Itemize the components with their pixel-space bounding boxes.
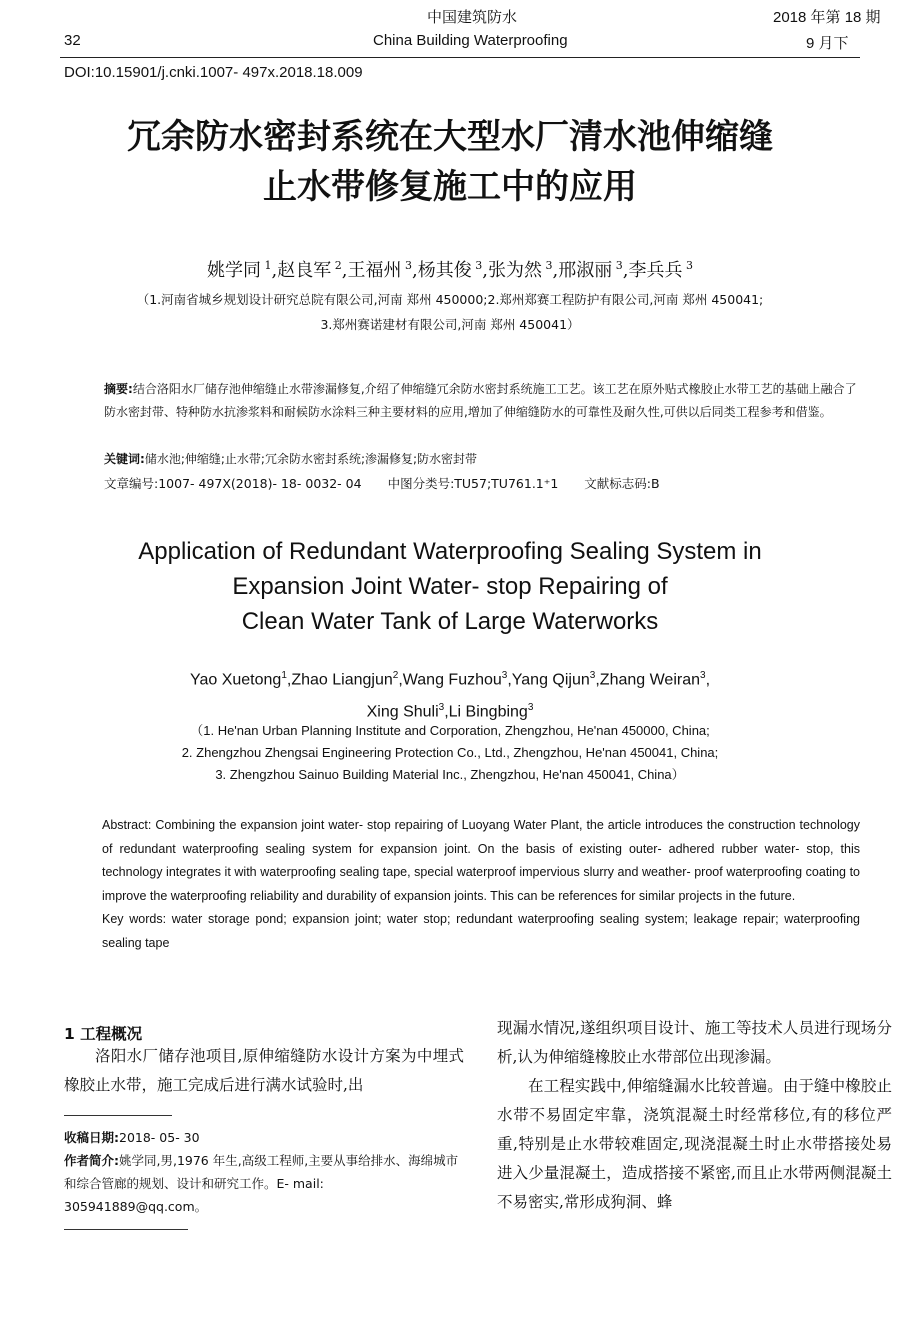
title-en-line3: Clean Water Tank of Large Waterworks xyxy=(241,608,659,635)
affiliation-en-line2: 2. Zhengzhou Zhengsai Engineering Protection Co., Ltd., Zhengzhou, He'nan 450041, China; xyxy=(181,745,719,760)
author-en-name: Wang Fuzhou xyxy=(402,671,502,689)
author-en-name: Xing Shuli xyxy=(366,703,439,721)
author-en-name: Li Bingbing xyxy=(448,703,528,721)
author-en-affiliation-mark: 3 xyxy=(501,670,508,681)
author-en-affiliation-mark: 2 xyxy=(392,670,399,681)
affiliation-cn-line1: （1.河南省城乡规划设计研究总院有限公司,河南 郑州 450000;2.郑州郑赛工程防护有限公司,河南 郑州 450041; xyxy=(136,292,764,307)
abstract-cn-label: 摘要: xyxy=(104,382,133,396)
author-en-name: Zhang Weiran xyxy=(599,671,700,689)
author-cn-affiliation-mark: 3 xyxy=(401,259,413,272)
doi: DOI:10.15901/j.cnki.1007- 497x.2018.18.009 xyxy=(64,64,363,81)
received-label: 收稿日期: xyxy=(64,1130,119,1145)
footnote-rule xyxy=(64,1115,172,1116)
footnote xyxy=(64,1126,464,1218)
bio-text: 姚学同,男,1976 年生,高级工程师,主要从事给排水、海绵城市和综合管廊的规划、设计和研究工作。E- mail: 305941889@qq.com。 xyxy=(64,1153,459,1214)
keywords-en-label: Key words: xyxy=(102,912,167,927)
title-en-line2: Expansion Joint Water- stop Repairing of xyxy=(232,573,668,600)
author-cn-name: 张为然 xyxy=(487,260,542,281)
title-en xyxy=(40,534,860,639)
article-number: 文章编号:1007- 497X(2018)- 18- 0032- 04 xyxy=(104,476,362,491)
author-cn-affiliation-mark: 3 xyxy=(612,259,623,272)
received-value: 2018- 05- 30 xyxy=(119,1130,200,1145)
document-code: 文献标志码:B xyxy=(584,476,660,491)
body-paragraph-right-1: 现漏水情况,遂组织项目设计、施工等技术人员进行现场分析,认为伸缩缝橡胶止水带部位出现渗漏。 xyxy=(497,1019,892,1066)
author-en-affiliation-mark: 3 xyxy=(589,670,596,681)
affiliation-en-line1: （1. He'nan Urban Planning Institute and Corporation, Zhengzhou, He'nan 450000, China; xyxy=(190,723,710,738)
author-cn-name: 李兵兵 xyxy=(628,260,683,281)
author-en-affiliation-mark: 3 xyxy=(700,670,706,681)
body-paragraph-right-2: 在工程实践中,伸缩缝漏水比较普遍。由于缝中橡胶止水带不易固定牢靠，浇筑混凝土时经常移位,有的移位严重,特别是止水带较难固定,现浇混凝土时止水带搭接处易进入少量混凝土，造成搭接不紧密,而且止水带两侧混凝土不易密实,常形成狗洞、蜂 xyxy=(497,1077,892,1211)
affiliation-cn-line2: 3.郑州赛诺建材有限公司,河南 郑州 450041） xyxy=(320,317,580,332)
author-en-affiliation-mark: 3 xyxy=(438,702,445,714)
affiliations-en xyxy=(40,720,860,786)
author-cn-name: 赵良军 xyxy=(277,260,332,281)
abstract-cn xyxy=(104,378,864,424)
abstract-en xyxy=(102,814,860,956)
author-en-name: Yao Xuetong xyxy=(189,671,282,689)
received-date xyxy=(64,1126,464,1149)
author-en-affiliation-mark: 3 xyxy=(527,702,534,714)
author-cn-name: 王福州 xyxy=(347,260,402,281)
body-column-right xyxy=(497,1014,892,1217)
journal-name-en: China Building Waterproofing xyxy=(373,32,568,49)
author-en-affiliation-mark: 1 xyxy=(281,670,287,681)
authors-cn: 姚学同 $^1$,赵良军 $^2$,王福州 $^3$,杨其俊 $^3$,张为然 $^3$,邢淑丽 $^3$,李兵兵 $^3$ xyxy=(207,259,693,281)
author-bio xyxy=(64,1149,464,1218)
title-cn-line1: 冗余防水密封系统在大型水厂清水池伸缩缝 xyxy=(127,117,773,157)
clc-number: 中图分类号:TU57;TU761.1⁺1 xyxy=(387,476,559,491)
article-meta xyxy=(104,474,864,492)
title-cn xyxy=(40,112,860,212)
authors-en-line2: Xing Shuli$^3$,Li Bingbing$^3$ xyxy=(366,702,534,721)
footnote-end-rule xyxy=(64,1229,188,1230)
author-cn-affiliation-mark: 3 xyxy=(471,259,483,272)
title-cn-line2: 止水带修复施工中的应用 xyxy=(263,167,637,207)
body-paragraph-left: 洛阳水厂储存池项目,原伸缩缝防水设计方案为中埋式橡胶止水带，施工完成后进行满水试验时,出 xyxy=(64,1047,464,1094)
abstract-en-text: Combining the expansion joint water- stop repairing of Luoyang Water Plant, the article introduces the construction technology of redundant waterproofing sealing system for expansion joint. On the basis of existing outer- adhered rubber water- stop, this technology integrates it with waterproofing sealing tape, special waterproof impervious slurry and weather- proof waterproofing coating to improve the waterproofing reliability and durability of expansion joints. This can be references for similar projects in the future. xyxy=(102,818,860,903)
author-en-name: Zhao Liangjun xyxy=(291,671,393,689)
author-cn-affiliation-mark: 2 xyxy=(331,259,342,272)
keywords-en-text: water storage pond; expansion joint; water stop; redundant waterproofing sealing system; leakage repair; waterproofing sealing tape xyxy=(102,912,860,950)
author-cn-affiliation-mark: 3 xyxy=(682,259,693,272)
keywords-cn-text: 储水池;伸缩缝;止水带;冗余防水密封系统;渗漏修复;防水密封带 xyxy=(144,452,478,466)
title-en-line1: Application of Redundant Waterproofing Sealing System in xyxy=(138,538,762,565)
page-number: 32 xyxy=(64,32,81,49)
authors-en-line1: Yao Xuetong$^1$,Zhao Liangjun$^2$,Wang Fuzhou$^3$,Yang Qijun$^3$,Zhang Weiran$^3$, xyxy=(189,670,711,689)
affiliation-en-line3: 3. Zhengzhou Sainuo Building Material Inc., Zhengzhou, He'nan 450041, China） xyxy=(215,767,685,782)
section-heading: 1 工程概况 xyxy=(64,1025,143,1043)
author-cn-name: 姚学同 xyxy=(207,260,262,281)
issue-month: 9 月下 xyxy=(806,35,849,52)
author-cn-affiliation-mark: 3 xyxy=(541,259,553,272)
authors-en xyxy=(40,662,860,727)
journal-name-cn: 中国建筑防水 xyxy=(427,9,518,26)
author-cn-name: 邢淑丽 xyxy=(558,260,613,281)
affiliations-cn xyxy=(40,287,860,337)
abstract-cn-text: 结合洛阳水厂储存池伸缩缝止水带渗漏修复,介绍了伸缩缝冗余防水密封系统施工工艺。该工艺在原外贴式橡胶止水带工艺的基础上融合了防水密封带、特种防水抗渗浆料和耐候防水涂料三种主要材料的应用,增加了伸缩缝防水的可靠性及耐久性,可供以后同类工程参考和借鉴。 xyxy=(104,382,857,419)
author-cn-name: 杨其俊 xyxy=(417,260,472,281)
author-cn-affiliation-mark: 1 xyxy=(261,259,272,272)
keywords-cn-label: 关键词: xyxy=(104,452,145,466)
author-en-name: Yang Qijun xyxy=(511,671,590,689)
keywords-cn xyxy=(104,448,864,471)
abstract-en-label: Abstract: xyxy=(102,818,152,832)
issue-number: 2018 年第 18 期 xyxy=(773,9,881,26)
header-rule xyxy=(60,57,860,58)
bio-label: 作者简介: xyxy=(64,1153,119,1168)
